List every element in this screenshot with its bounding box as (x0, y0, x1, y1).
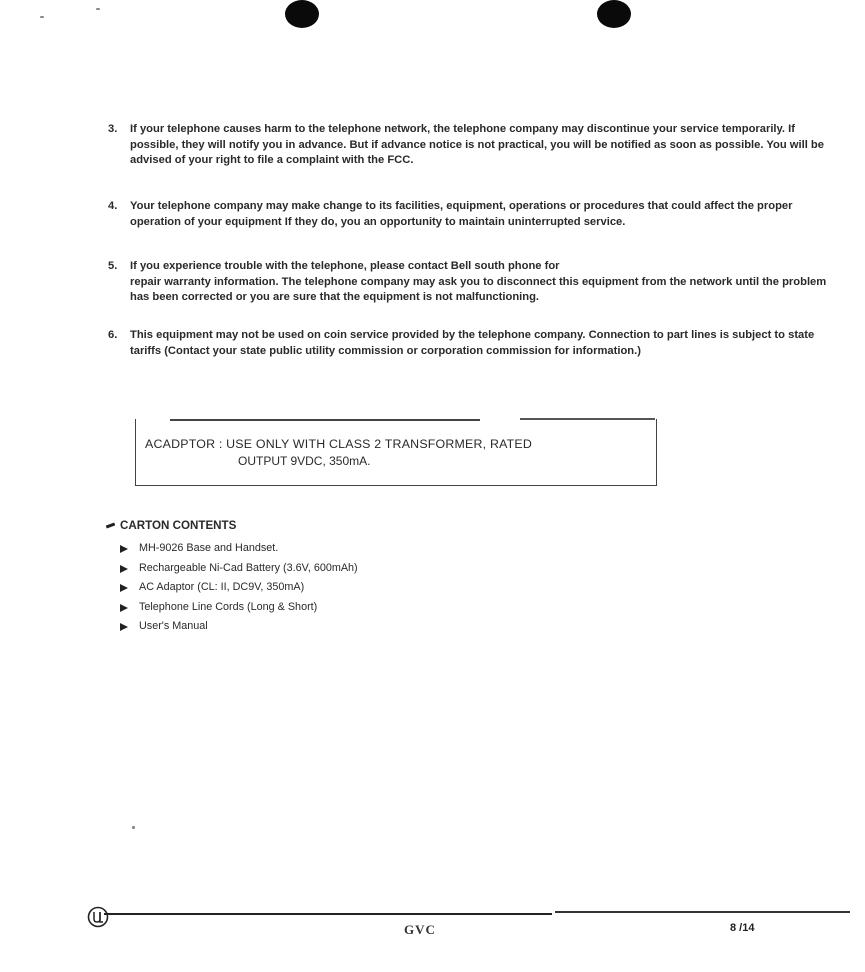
triangle-bullet-icon (120, 604, 128, 612)
list-item-text: AC Adaptor (CL: II, DC9V, 350mA) (139, 581, 305, 594)
notice-line-1: ACADPTOR : USE ONLY WITH CLASS 2 TRANSFORMER, RATED (145, 437, 533, 451)
list-item-text: Telephone Line Cords (Long & Short) (139, 600, 318, 613)
item-text: Your telephone company may make change to its facilities, equipment, operations or procedures that could affect the proper operation of your equipment If they do, you an opportunity to maintain uninterrupted service. (130, 200, 793, 228)
list-item-6 (108, 328, 843, 359)
carton-heading-text: CARTON CONTENTS (120, 519, 237, 532)
scan-speck (40, 16, 44, 18)
item-number: 4. (108, 200, 118, 212)
item-number: 3. (108, 123, 118, 135)
item-number: 5. (108, 260, 118, 272)
triangle-bullet-icon (120, 565, 128, 573)
footer-rule (104, 913, 552, 915)
triangle-bullet-icon (120, 584, 128, 592)
list-item-text: Rechargeable Ni-Cad Battery (3.6V, 600mAh) (139, 561, 358, 574)
item-text: This equipment may not be used on coin service provided by the telephone company. Connection to part lines is subject to state tariffs (Contact your state public utility commission or corporation commission for information.) (130, 329, 815, 357)
item-number: 6. (108, 329, 118, 341)
carton-contents-heading (106, 519, 236, 532)
notice-box-top-border (170, 419, 480, 421)
triangle-bullet-icon (120, 623, 128, 631)
punch-hole-left (285, 0, 319, 28)
triangle-bullet-icon (120, 545, 128, 553)
list-item-5 (108, 259, 843, 306)
list-item (120, 617, 358, 637)
item-text: If your telephone causes harm to the telephone network, the telephone company may discontinue your service temporarily. If possible, they will notify you in advance. But if advance notice is not practical, you will be notified as soon as possible. You will be advised of your right to file a complaint with the FCC. (130, 123, 824, 167)
notice-box-top-border (520, 418, 655, 420)
list-item (120, 598, 358, 618)
list-item-4 (108, 199, 843, 230)
list-item (120, 539, 358, 559)
footer-rule (555, 911, 850, 913)
punch-hole-right (597, 0, 631, 28)
item-text-line1: If you experience trouble with the telephone, please contact Bell south phone for (130, 260, 560, 272)
list-item-3 (108, 122, 843, 169)
list-item-text: MH-9026 Base and Handset. (139, 542, 279, 554)
page-number: 8 /14 (730, 922, 755, 934)
list-item (120, 559, 358, 579)
item-text-line2: repair warranty information. The telephone company may ask you to disconnect this equipment from the network until the problem has been corrected or you are sure that the equipment is not malfunctioning. (130, 275, 827, 304)
carton-contents-list (120, 539, 358, 637)
dash-bullet-icon (106, 523, 115, 529)
ul-logo-icon (87, 906, 109, 928)
list-item (120, 578, 358, 598)
scan-speck (132, 826, 135, 829)
adaptor-notice-box (135, 419, 657, 486)
notice-line-2: OUTPUT 9VDC, 350mA. (238, 454, 371, 468)
list-item-text: User's Manual (139, 620, 208, 633)
footer-brand: GVC (404, 922, 436, 937)
scan-speck (96, 8, 100, 10)
